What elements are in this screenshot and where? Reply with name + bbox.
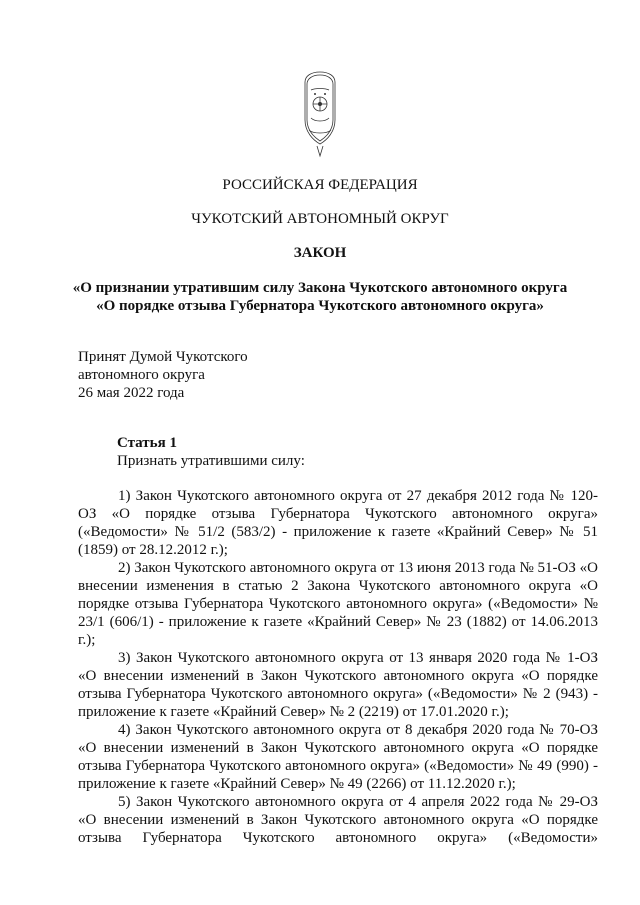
adoption-line-1: Принят Думой Чукотского xyxy=(78,349,248,365)
list-item: 4) Закон Чукотского автономного округа от 8 декабря 2020 года № 70-ОЗ «О внесении изменений в Закон Чукотского автономного округа «О порядке отзыва Губернатора Чукотского автономного округа» («Ведомости» № 49 (990) - приложение к газете «Крайний Север» № 49 (2266) от 11.12.2020 г.); xyxy=(78,722,598,792)
country-heading: РОССИЙСКАЯ ФЕДЕРАЦИЯ xyxy=(222,177,418,193)
law-title-line-2: «О порядке отзыва Губернатора Чукотского автономного округа» xyxy=(96,298,544,314)
adoption-line-2: автономного округа xyxy=(78,367,205,383)
list-item: 5) Закон Чукотского автономного округа от 4 апреля 2022 года № 29-ОЗ «О внесении изменений в Закон Чукотского автономного округа «О порядке отзыва Губернатора Чукотского автономного округа» («Ведомости» xyxy=(78,794,598,846)
list-item: 2) Закон Чукотского автономного округа от 13 июня 2013 года № 51-ОЗ «О внесении изменения в статью 2 Закона Чукотского автономного округа «О порядке отзыва Губернатора Чукотского автономного округа» («Ведомости» № 23/1 (606/1) - приложение к газете «Крайний Север» № 23 (1882) от 14.06.2013 г.); xyxy=(78,560,598,648)
article-heading: Статья 1 xyxy=(117,435,177,451)
article-items xyxy=(78,487,598,847)
coat-of-arms-icon xyxy=(297,70,343,158)
region-heading: ЧУКОТСКИЙ АВТОНОМНЫЙ ОКРУГ xyxy=(191,211,449,227)
article-intro: Признать утратившими силу: xyxy=(117,453,305,469)
document-type: ЗАКОН xyxy=(293,245,347,261)
list-item: 3) Закон Чукотского автономного округа от 13 января 2020 года № 1-ОЗ «О внесении изменений в Закон Чукотского автономного округа «О порядке отзыва Губернатора Чукотского автономного округа» («Ведомости» № 2 (943) - приложение к газете «Крайний Север» № 2 (2219) от 17.01.2020 г.); xyxy=(78,650,598,720)
adoption-date: 26 мая 2022 года xyxy=(78,385,185,401)
law-title-line-1: «О признании утратившим силу Закона Чукотского автономного округа xyxy=(72,280,568,296)
list-item: 1) Закон Чукотского автономного округа от 27 декабря 2012 года № 120-ОЗ «О порядке отзыва Губернатора Чукотского автономного округа» («Ведомости» № 51/2 (583/2) - приложение к газете «Крайний Север» № 51 (1859) от 28.12.2012 г.); xyxy=(78,488,598,558)
adoption-note xyxy=(78,348,248,402)
